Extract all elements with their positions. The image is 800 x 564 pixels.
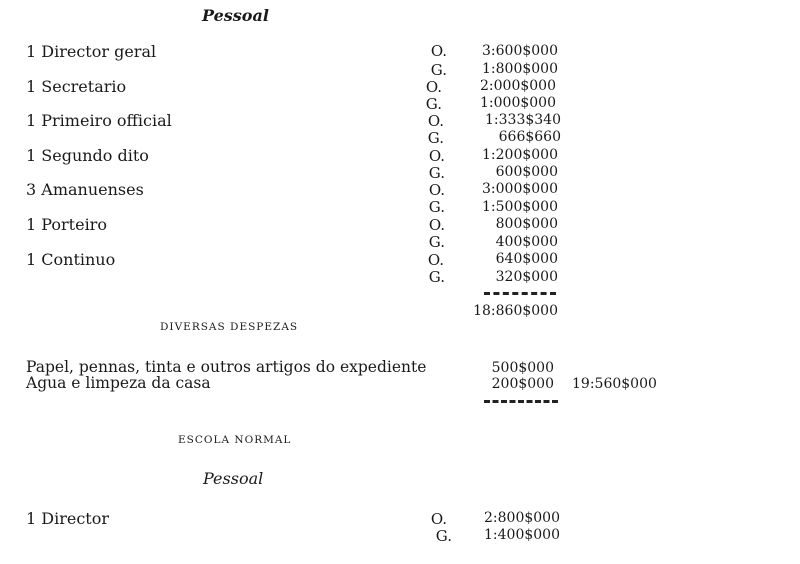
staff-name: 1 Segundo dito	[26, 146, 149, 165]
code-gratificacao: G.	[428, 268, 445, 286]
amount: 600$000	[495, 164, 558, 180]
staff-name: 1 Director	[26, 509, 109, 528]
amount: 3:000$000	[482, 181, 558, 197]
expense-label: Agua e limpeza da casa	[26, 374, 211, 392]
code-gratificacao: G.	[427, 129, 444, 147]
expense-amount: 500$000	[491, 360, 554, 376]
subtotal-amount: 18:860$000	[473, 303, 558, 319]
amount: 1:800$000	[482, 61, 558, 77]
amount: 666$660	[498, 129, 561, 145]
staff-name: 1 Continuo	[26, 250, 116, 269]
amount: 2:800$000	[484, 510, 560, 526]
grand-total-amount: 19:560$000	[572, 376, 657, 392]
code-ordenado: O.	[430, 42, 447, 60]
amount: 1:000$000	[480, 95, 556, 111]
code-ordenado: O.	[428, 147, 445, 165]
code-ordenado: O.	[427, 112, 444, 130]
amount: 640$000	[495, 251, 558, 267]
staff-name: 1 Primeiro official	[26, 111, 172, 130]
total-rule	[484, 400, 558, 403]
amount: 1:400$000	[484, 527, 560, 543]
code-ordenado: O.	[427, 251, 444, 269]
section-title-pessoal: Pessoal	[202, 6, 269, 25]
code-ordenado: O.	[428, 181, 445, 199]
section-title-diversas-despezas: DIVERSAS DESPEZAS	[160, 321, 299, 333]
staff-name: 1 Porteiro	[26, 215, 107, 234]
staff-name: 1 Secretario	[26, 77, 127, 96]
amount: 1:500$000	[482, 199, 558, 215]
code-ordenado: O.	[430, 510, 447, 528]
code-gratificacao: G.	[430, 61, 447, 79]
staff-name: 1 Director geral	[26, 42, 157, 61]
amount: 1:333$340	[485, 112, 561, 128]
amount: 1:200$000	[482, 147, 558, 163]
section-subtitle-pessoal: Pessoal	[203, 469, 264, 488]
expense-label: Papel, pennas, tinta e outros artigos do expediente	[26, 358, 427, 376]
amount: 320$000	[495, 269, 558, 285]
code-gratificacao: G.	[425, 95, 442, 113]
amount: 400$000	[495, 234, 558, 250]
section-title-escola-normal: ESCOLA NORMAL	[178, 434, 292, 446]
staff-name: 3 Amanuenses	[26, 180, 144, 199]
code-gratificacao: G.	[428, 198, 445, 216]
subtotal-rule	[484, 292, 556, 295]
amount: 800$000	[495, 216, 558, 232]
amount: 2:000$000	[480, 78, 556, 94]
amount: 3:600$000	[482, 43, 558, 59]
expense-amount: 200$000	[491, 376, 554, 392]
code-gratificacao: G.	[435, 527, 452, 545]
code-gratificacao: G.	[428, 233, 445, 251]
code-ordenado: O.	[425, 78, 442, 96]
code-gratificacao: G.	[428, 164, 445, 182]
code-ordenado: O.	[428, 216, 445, 234]
